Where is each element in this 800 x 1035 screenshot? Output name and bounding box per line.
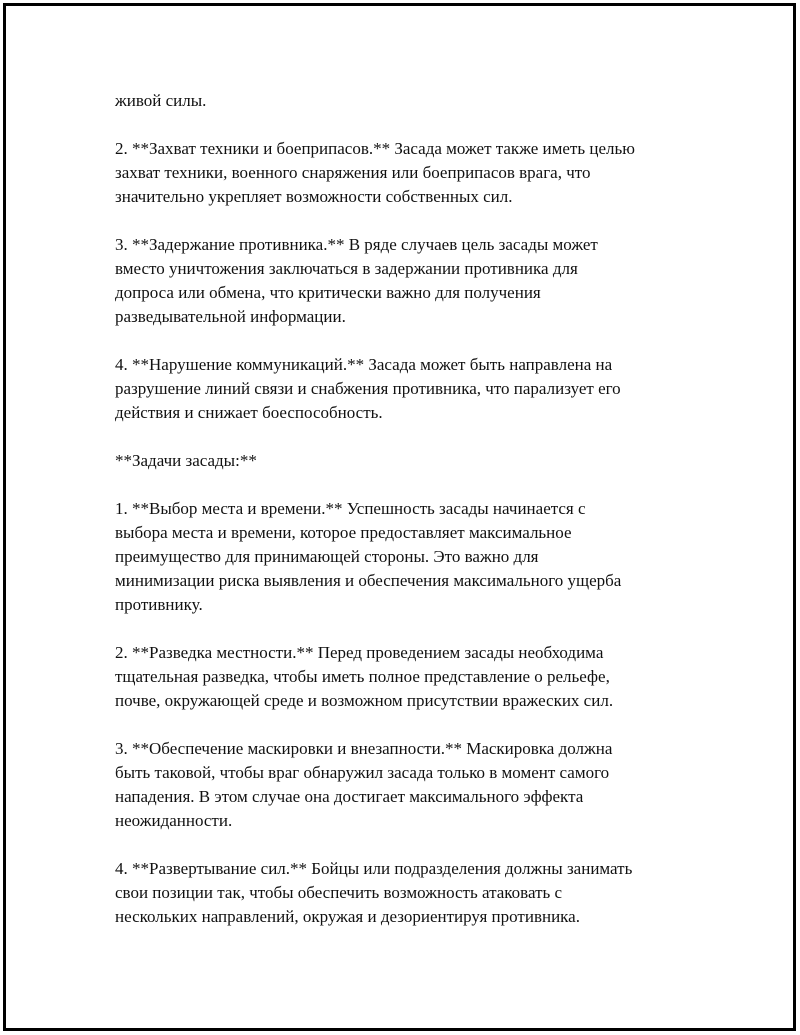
paragraph-detain-enemy: 3. **Задержание противника.** В ряде случаев цель засады может вместо уничтожения заключаться в задержании противника для допроса или обмена, что критически важно для получения разведывательной информации.	[115, 235, 598, 326]
paragraph-choose-place-time: 1. **Выбор места и времени.** Успешность засады начинается с выбора места и времени, которое предоставляет максимальное преимущество для принимающей стороны. Это важно для минимизации риска выявления и обеспечения максимального ущерба противнику.	[115, 499, 622, 614]
paragraph-camouflage-surprise: 3. **Обеспечение маскировки и внезапности.** Маскировка должна быть таковой, чтобы враг обнаружил засада только в момент самого нападения. В этом случае она достигает максимального эффекта неожиданности.	[115, 739, 613, 830]
paragraph-continuation: живой силы.	[115, 91, 207, 110]
paragraph-reconnaissance: 2. **Разведка местности.** Перед проведением засады необходима тщательная разведка, чтобы иметь полное представление о рельефе, почве, окружающей среде и возможном присутствии вражеских сил.	[115, 643, 614, 710]
paragraph-capture-equipment: 2. **Захват техники и боеприпасов.** Засада может также иметь целью захват техники, военного снаряжения или боеприпасов врага, что значительно укрепляет возможности собственных сил.	[115, 139, 635, 206]
paragraph-deploy-forces: 4. **Развертывание сил.** Бойцы или подразделения должны занимать свои позиции так, чтобы обеспечить возможность атаковать с нескольких направлений, окружая и дезориентируя противника.	[115, 859, 633, 926]
section-heading-tasks: **Задачи засады:**	[115, 451, 257, 470]
document-body	[115, 89, 705, 953]
paragraph-disrupt-communications: 4. **Нарушение коммуникаций.** Засада может быть направлена на разрушение линий связи и снабжения противника, что парализует его действия и снижает боеспособность.	[115, 355, 621, 422]
